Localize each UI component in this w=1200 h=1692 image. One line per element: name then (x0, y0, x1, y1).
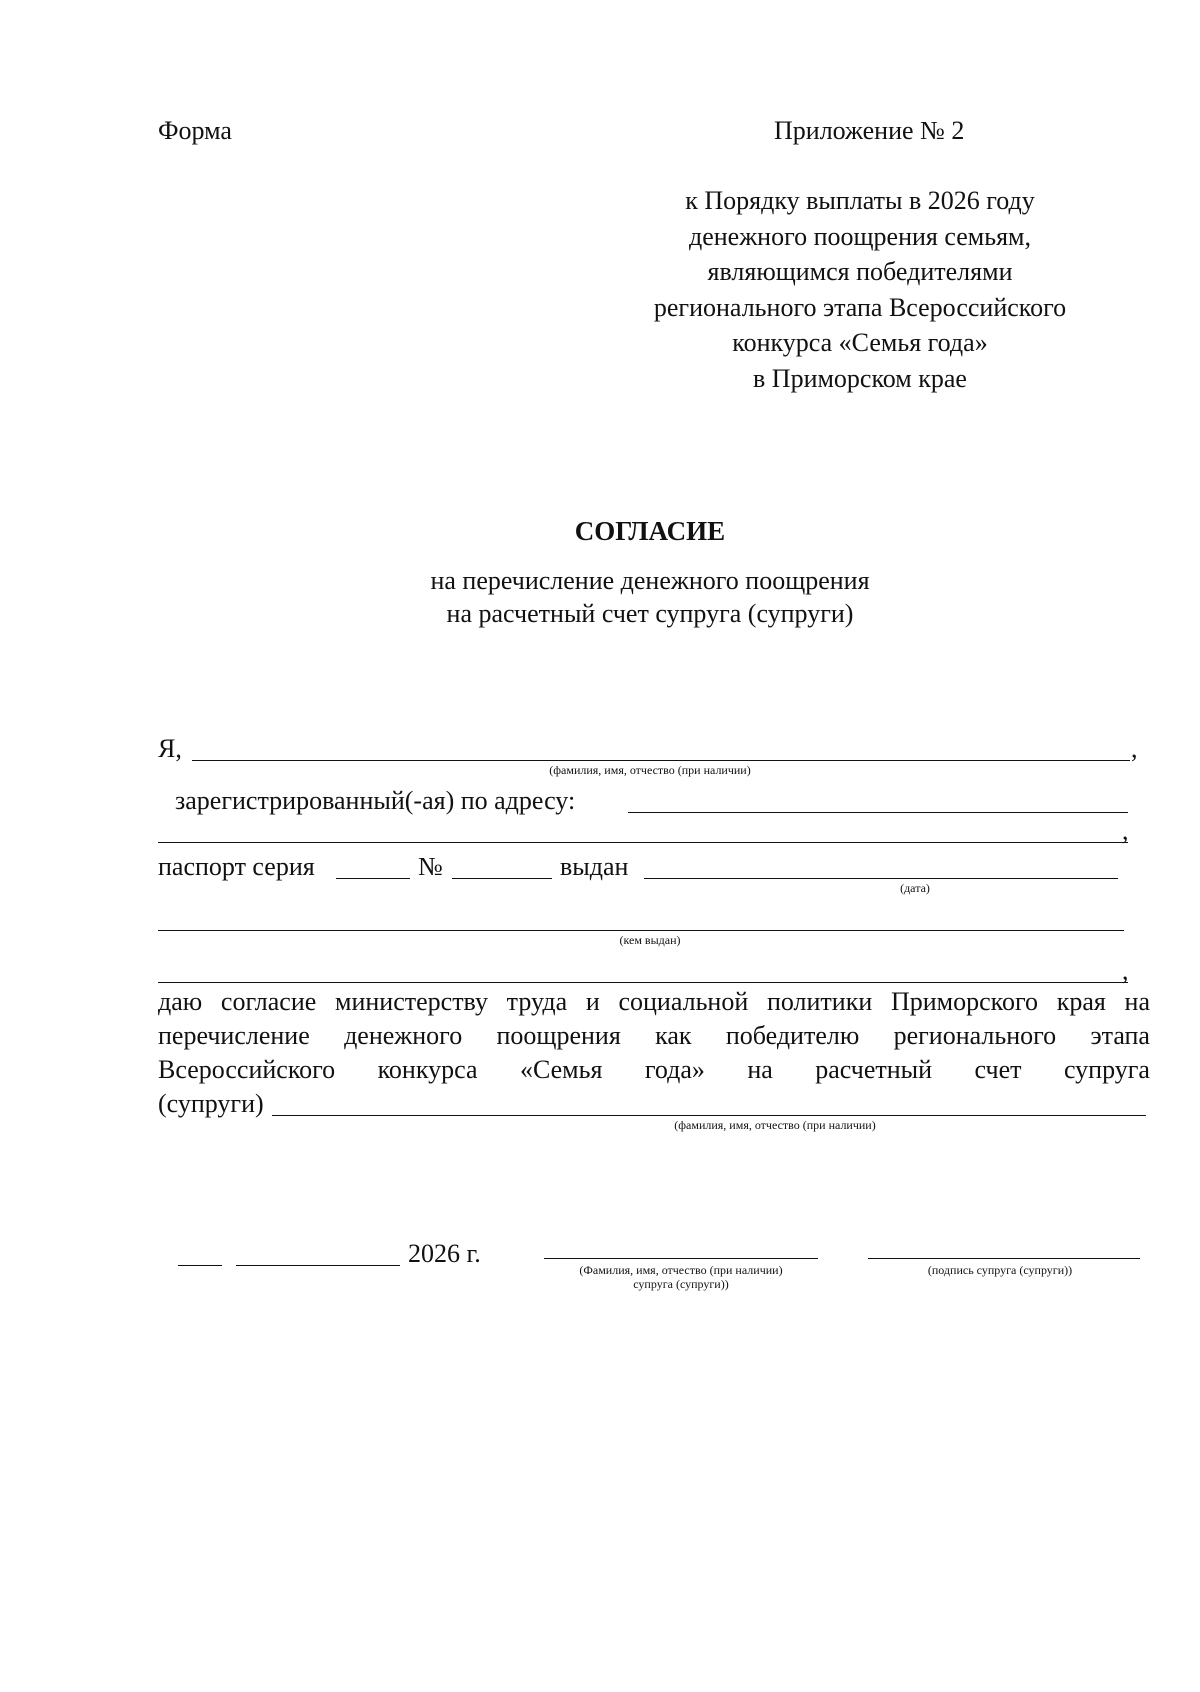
consent-word: поощрения (496, 1021, 621, 1050)
consent-word: конкурса (377, 1055, 478, 1084)
consent-word: на (747, 1055, 773, 1084)
signature-year: 2026 г. (408, 1239, 481, 1268)
form-label: Форма (158, 116, 232, 145)
issued-by-hint: (кем выдан) (619, 933, 681, 947)
document-subtitle-2: на расчетный счет супруга (супруги) (446, 599, 854, 628)
passport-series-line[interactable] (336, 878, 410, 879)
ya-label: Я, (158, 734, 182, 763)
month-line[interactable] (236, 1265, 400, 1266)
passport-number-sign: № (418, 852, 443, 881)
spouse-signature-line[interactable] (868, 1258, 1140, 1259)
registered-label: зарегистрированный(-ая) по адресу: (175, 786, 576, 815)
issued-label: выдан (560, 852, 629, 881)
comma: , (1131, 734, 1138, 763)
day-line[interactable] (178, 1265, 222, 1266)
consent-line-4: (супруги) (158, 1089, 264, 1118)
consent-word: Всероссийского (158, 1055, 336, 1084)
consent-word: супруга (1063, 1055, 1150, 1084)
consent-word: «Семья (519, 1055, 603, 1084)
order-line: в Приморском крае (753, 363, 967, 393)
consent-word: регионального (893, 1021, 1057, 1050)
consent-word: денежного (344, 1021, 463, 1050)
passport-number-line[interactable] (452, 878, 552, 879)
passport-series-label: паспорт серия (158, 852, 315, 881)
appendix-number: Приложение № 2 (774, 116, 965, 145)
issued-by-line-2[interactable] (158, 982, 1128, 983)
fio-hint: (фамилия, имя, отчество (при наличии) (549, 763, 751, 777)
consent-word: счет (974, 1055, 1022, 1084)
address-line-2[interactable] (158, 842, 1128, 843)
issued-date-line[interactable] (644, 878, 1118, 879)
order-line: конкурса «Семья года» (732, 328, 988, 357)
order-reference (600, 183, 1120, 396)
address-line[interactable] (628, 812, 1128, 813)
spouse-fio-hint: (фамилия, имя, отчество (при наличии) (674, 1118, 876, 1132)
date-hint: (дата) (900, 881, 930, 895)
order-line: регионального этапа Всероссийского (653, 292, 1067, 322)
consent-word: года» (644, 1055, 705, 1084)
order-line: являющимся победителями (707, 257, 1013, 286)
applicant-fio-line[interactable] (192, 760, 1130, 761)
consent-word: перечисление (158, 1021, 310, 1050)
document-title: СОГЛАСИЕ (574, 516, 726, 546)
document-subtitle-1: на перечисление денежного поощрения (430, 566, 870, 595)
consent-word: этапа (1090, 1021, 1150, 1050)
spouse-fio-line[interactable] (272, 1115, 1146, 1116)
consent-line-3 (158, 1057, 1150, 1083)
order-line: денежного поощрения семьям, (689, 221, 1031, 251)
spouse-name-hint (536, 1264, 826, 1292)
consent-word: расчетный (815, 1055, 933, 1084)
comma: , (1122, 956, 1129, 985)
spouse-name-hint-line: супруга (супруги)) (633, 1276, 729, 1291)
order-line: к Порядку выплаты в 2026 году (685, 186, 1035, 215)
consent-line-2 (158, 1023, 1150, 1049)
consent-word: как (655, 1021, 692, 1050)
spouse-name-hint-line: (Фамилия, имя, отчество (при наличии) (579, 1263, 783, 1277)
comma: , (1122, 816, 1129, 845)
issued-by-line[interactable] (158, 930, 1124, 931)
spouse-name-line[interactable] (544, 1258, 818, 1259)
consent-word: победителю (725, 1021, 860, 1050)
consent-line-1: даю согласие министерству труда и социальной политики Приморского края на (158, 987, 1150, 1016)
spouse-signature-hint: (подпись супруга (супруги)) (927, 1263, 1073, 1277)
